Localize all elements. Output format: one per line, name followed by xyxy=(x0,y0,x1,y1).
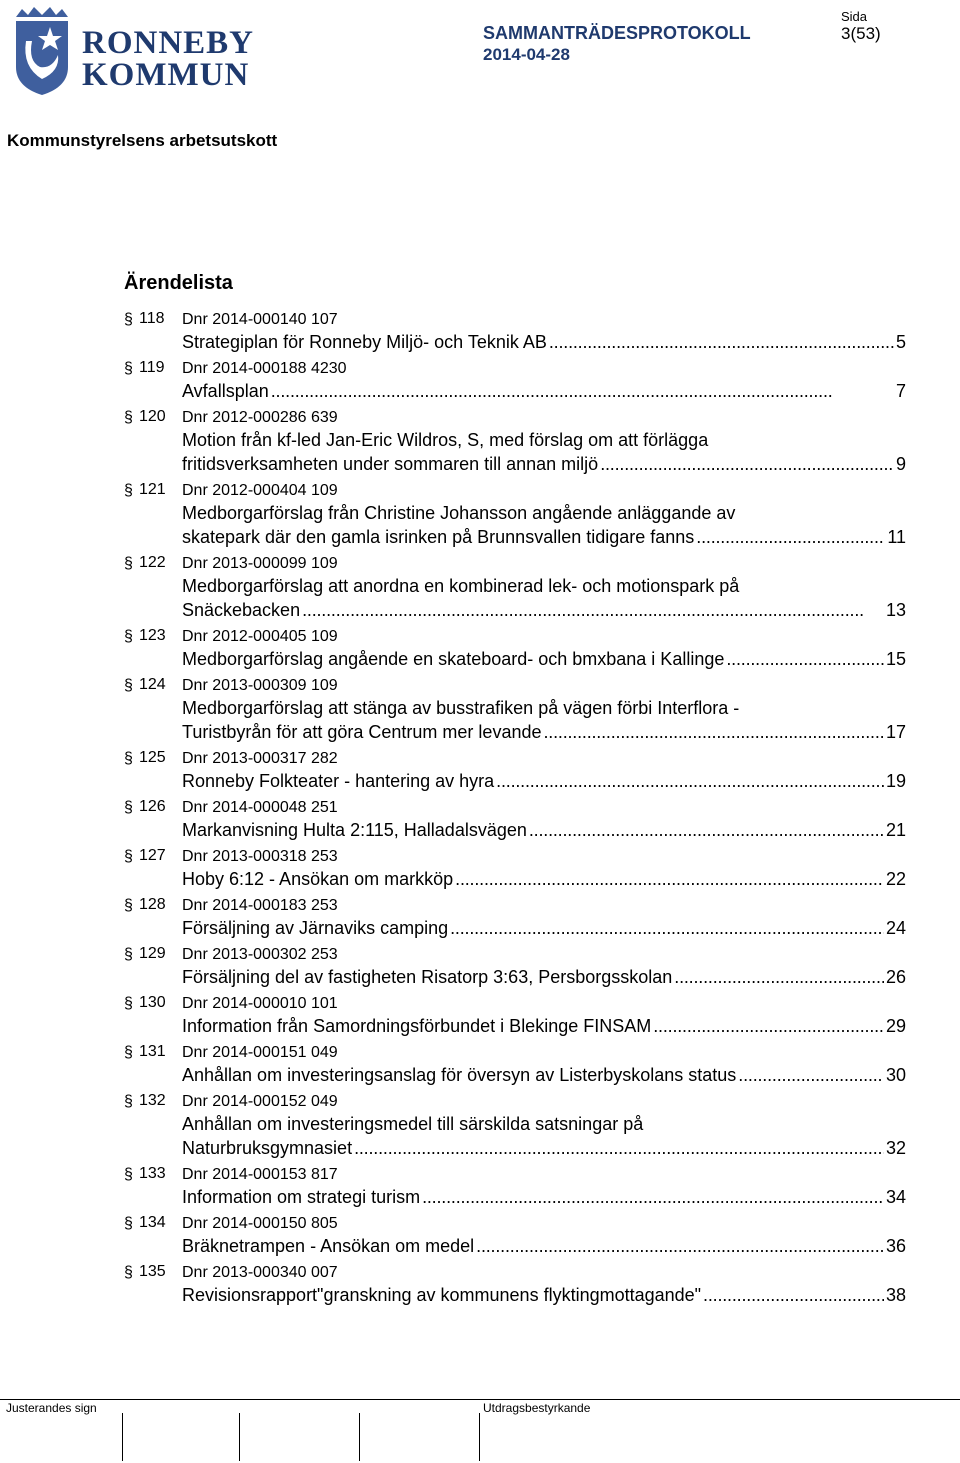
item-title: Medborgarförslag att anordna en kombinerad lek- och motionspark på xyxy=(182,576,740,596)
paragraph-symbol: § xyxy=(124,946,133,963)
item-number: 134 xyxy=(139,1214,166,1231)
item-title: Ronneby Folkteater - hantering av hyra xyxy=(182,771,495,791)
dot-leader xyxy=(653,1014,884,1038)
item-page[interactable]: 30 xyxy=(885,1065,906,1085)
item-title: Medborgarförslag att stänga av busstrafiken på vägen förbi Interflora - xyxy=(182,698,740,718)
dot-leader xyxy=(476,1234,884,1258)
paragraph-symbol: § xyxy=(124,848,133,865)
agenda-item xyxy=(124,994,906,1038)
dot-leader xyxy=(271,379,894,403)
paragraph-symbol: § xyxy=(124,897,133,914)
item-title: Avfallsplan xyxy=(182,381,269,401)
item-page[interactable]: 11 xyxy=(887,527,906,547)
dot-leader xyxy=(450,916,884,940)
agenda-item xyxy=(124,408,906,476)
item-number: 133 xyxy=(139,1165,166,1182)
item-dnr: Dnr 2014-000048 251 xyxy=(182,799,338,816)
item-title: Medborgarförslag angående en skateboard- och bmxbana i Kallinge xyxy=(182,649,725,669)
agenda-item xyxy=(124,310,906,354)
toc-heading: Ärendelista xyxy=(124,272,233,294)
item-dnr: Dnr 2014-000152 049 xyxy=(182,1093,338,1110)
item-title: Information om strategi turism xyxy=(182,1187,421,1207)
agenda-item xyxy=(124,554,906,622)
item-title: Motion från kf-led Jan-Eric Wildros, S, med förslag om att förlägga xyxy=(182,430,709,450)
item-page[interactable]: 17 xyxy=(885,722,906,742)
item-dnr: Dnr 2012-000404 109 xyxy=(182,482,338,499)
footer-rule xyxy=(0,1399,960,1400)
dot-leader xyxy=(738,1063,884,1087)
item-dnr: Dnr 2013-000317 282 xyxy=(182,750,338,767)
item-number: 121 xyxy=(139,481,166,498)
item-title: Anhållan om investeringsanslag för översyn av Listerbyskolans status xyxy=(182,1065,737,1085)
item-number: 129 xyxy=(139,945,166,962)
item-page[interactable]: 9 xyxy=(895,454,906,474)
paragraph-symbol: § xyxy=(124,1093,133,1110)
document-title: SAMMANTRÄDESPROTOKOLL xyxy=(483,23,751,43)
item-number: 118 xyxy=(139,310,165,327)
dot-leader xyxy=(674,965,884,989)
item-dnr: Dnr 2014-000140 107 xyxy=(182,311,338,328)
item-page[interactable]: 34 xyxy=(885,1187,906,1207)
item-page[interactable]: 29 xyxy=(885,1016,906,1036)
item-title: Medborgarförslag från Christine Johansson angående anläggande av xyxy=(182,503,736,523)
item-title: Information från Samordningsförbundet i Blekinge FINSAM xyxy=(182,1016,652,1036)
item-title: Naturbruksgymnasiet xyxy=(182,1138,353,1158)
signature-footer xyxy=(0,1399,960,1463)
dot-leader xyxy=(354,1136,884,1160)
paragraph-symbol: § xyxy=(124,799,133,816)
item-dnr: Dnr 2013-000318 253 xyxy=(182,848,338,865)
meeting-date: 2014-04-28 xyxy=(483,45,570,64)
item-dnr: Dnr 2012-000405 109 xyxy=(182,628,338,645)
item-page[interactable]: 5 xyxy=(895,332,906,352)
item-title: fritidsverksamheten under sommaren till annan miljö xyxy=(182,454,599,474)
sign-box-divider xyxy=(122,1413,123,1461)
item-dnr: Dnr 2014-000188 4230 xyxy=(182,360,347,377)
item-number: 119 xyxy=(139,359,165,376)
item-page[interactable]: 36 xyxy=(885,1236,906,1256)
paragraph-symbol: § xyxy=(124,1264,133,1281)
page-number: 3(53) xyxy=(841,24,881,43)
item-number: 120 xyxy=(139,408,166,425)
dot-leader xyxy=(696,525,885,549)
item-dnr: Dnr 2013-000099 109 xyxy=(182,555,338,572)
agenda-item xyxy=(124,847,906,891)
sign-box-divider xyxy=(359,1413,360,1461)
item-title: Snäckebacken xyxy=(182,600,301,620)
item-page[interactable]: 13 xyxy=(885,600,906,620)
sign-label: Justerandes sign xyxy=(6,1401,97,1415)
committee-name: Kommunstyrelsens arbetsutskott xyxy=(7,131,278,150)
item-number: 132 xyxy=(139,1092,166,1109)
item-dnr: Dnr 2013-000309 109 xyxy=(182,677,338,694)
paragraph-symbol: § xyxy=(124,409,133,426)
dot-leader xyxy=(496,769,884,793)
item-title: skatepark där den gamla isrinken på Brunnsvallen tidigare fanns xyxy=(182,527,695,547)
item-number: 128 xyxy=(139,896,166,913)
agenda-item xyxy=(124,1214,906,1258)
item-number: 131 xyxy=(139,1043,166,1060)
paragraph-symbol: § xyxy=(124,750,133,767)
ronneby-kommun-logo xyxy=(12,5,262,100)
agenda-item xyxy=(124,627,906,671)
item-title: Revisionsrapport"granskning av kommunens flyktingmottagande" xyxy=(182,1285,702,1305)
item-number: 127 xyxy=(139,847,166,864)
item-dnr: Dnr 2014-000010 101 xyxy=(182,995,338,1012)
item-page[interactable]: 32 xyxy=(885,1138,906,1158)
paragraph-symbol: § xyxy=(124,482,133,499)
sign-box-divider xyxy=(479,1413,480,1461)
page-label: Sida xyxy=(841,9,868,24)
item-page[interactable]: 22 xyxy=(885,869,906,889)
paragraph-symbol: § xyxy=(124,311,133,328)
item-dnr: Dnr 2014-000183 253 xyxy=(182,897,338,914)
agenda-item xyxy=(124,798,906,842)
item-number: 122 xyxy=(139,554,166,571)
paragraph-symbol: § xyxy=(124,1044,133,1061)
agenda-item xyxy=(124,1263,906,1307)
item-page[interactable]: 24 xyxy=(885,918,906,938)
coat-of-arms-icon xyxy=(12,5,74,97)
agenda-item xyxy=(124,749,906,793)
item-dnr: Dnr 2013-000340 007 xyxy=(182,1264,338,1281)
paragraph-symbol: § xyxy=(124,1215,133,1232)
paragraph-symbol: § xyxy=(124,628,133,645)
dot-leader xyxy=(455,867,884,891)
item-dnr: Dnr 2014-000153 817 xyxy=(182,1166,338,1183)
item-title: Försäljning del av fastigheten Risatorp 3:63, Persborgsskolan xyxy=(182,967,673,987)
item-page[interactable]: 38 xyxy=(885,1285,906,1305)
item-title: Försäljning av Järnaviks camping xyxy=(182,918,449,938)
agenda-item xyxy=(124,896,906,940)
item-title: Hoby 6:12 - Ansökan om markköp xyxy=(182,869,454,889)
agenda-item xyxy=(124,481,906,549)
dot-leader xyxy=(726,647,884,671)
item-dnr: Dnr 2014-000150 805 xyxy=(182,1215,338,1232)
paragraph-symbol: § xyxy=(124,360,133,377)
paragraph-symbol: § xyxy=(124,1166,133,1183)
paragraph-symbol: § xyxy=(124,677,133,694)
dot-leader xyxy=(529,818,884,842)
paragraph-symbol: § xyxy=(124,555,133,572)
item-title: Markanvisning Hulta 2:115, Halladalsvägen xyxy=(182,820,527,840)
item-number: 125 xyxy=(139,749,166,766)
agenda-item xyxy=(124,359,906,403)
dot-leader xyxy=(703,1283,884,1307)
dot-leader xyxy=(302,598,884,622)
item-number: 124 xyxy=(139,676,166,693)
dot-leader xyxy=(422,1185,884,1209)
item-dnr: Dnr 2013-000302 253 xyxy=(182,946,338,963)
item-dnr: Dnr 2014-000151 049 xyxy=(182,1044,338,1061)
dot-leader xyxy=(549,330,894,354)
item-title: Bräknetrampen - Ansökan om medel xyxy=(182,1236,475,1256)
extract-label: Utdragsbestyrkande xyxy=(483,1401,591,1415)
paragraph-symbol: § xyxy=(124,995,133,1012)
agenda-item xyxy=(124,1092,906,1160)
item-number: 130 xyxy=(139,994,166,1011)
dot-leader xyxy=(600,452,894,476)
logo-line-2: KOMMUN xyxy=(82,57,250,93)
dot-leader xyxy=(543,720,883,744)
item-page[interactable]: 26 xyxy=(885,967,906,987)
item-page[interactable]: 19 xyxy=(885,771,906,791)
item-title: Anhållan om investeringsmedel till särskilda satsningar på xyxy=(182,1114,644,1134)
agenda-item xyxy=(124,676,906,744)
agenda-list xyxy=(124,310,906,1312)
item-dnr: Dnr 2012-000286 639 xyxy=(182,409,338,426)
logo-line-1: RONNEBY xyxy=(82,25,255,61)
agenda-item xyxy=(124,1043,906,1087)
item-page[interactable]: 21 xyxy=(885,820,906,840)
agenda-item xyxy=(124,945,906,989)
item-number: 126 xyxy=(139,798,166,815)
item-number: 123 xyxy=(139,627,166,644)
item-page[interactable]: 7 xyxy=(895,381,906,401)
agenda-item xyxy=(124,1165,906,1209)
item-title: Strategiplan för Ronneby Miljö- och Teknik AB xyxy=(182,332,547,352)
item-page[interactable]: 15 xyxy=(885,649,906,669)
sign-box-divider xyxy=(239,1413,240,1461)
item-title: Turistbyrån för att göra Centrum mer levande xyxy=(182,722,542,742)
item-number: 135 xyxy=(139,1263,166,1280)
